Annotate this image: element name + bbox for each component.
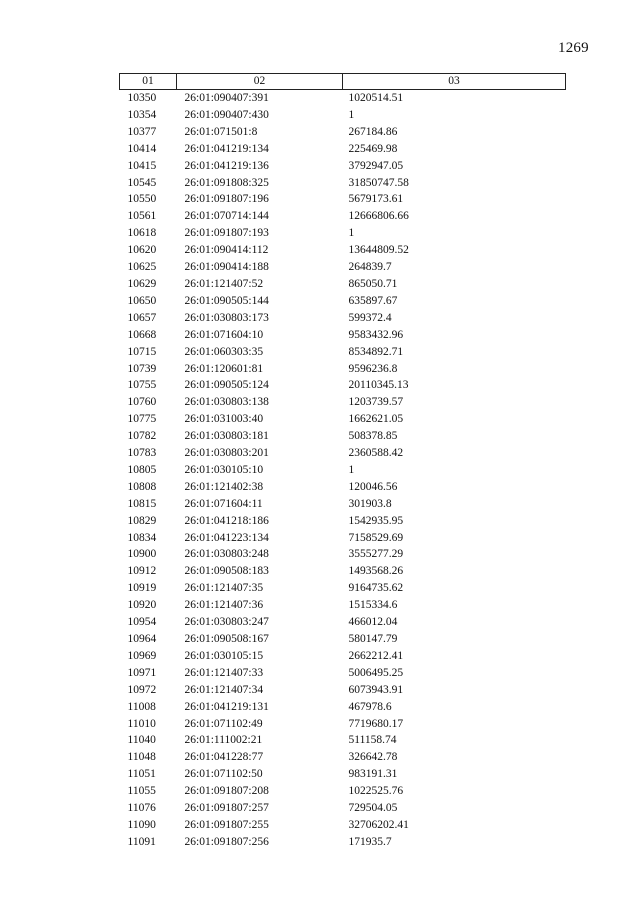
table-cell-col-01: 10969 (127, 649, 157, 662)
table-cell-col-03: 1493568.26 (348, 565, 404, 578)
table-cell-col-02: 26:01:030803:173 (184, 311, 269, 324)
table-cell-col-03: 3792947.05 (348, 159, 404, 172)
table-row (120, 749, 566, 766)
table-cell-col-03: 171935.7 (348, 835, 392, 848)
table-cell-col-02: 26:01:091807:193 (184, 227, 269, 240)
table-row (120, 361, 566, 378)
table-row (120, 513, 566, 530)
table-cell-col-02: 26:01:091808:325 (184, 176, 269, 189)
table-row (120, 225, 566, 242)
table-row (120, 141, 566, 158)
table-row (120, 783, 566, 800)
table-cell-col-02: 26:01:041219:136 (184, 159, 269, 172)
table-row (120, 377, 566, 394)
table-row (120, 445, 566, 462)
table-row (120, 124, 566, 141)
table-cell-col-03: 12666806.66 (348, 210, 409, 223)
table-cell-col-03: 508378.85 (348, 430, 398, 443)
table-cell-col-03: 267184.86 (348, 125, 398, 138)
table-cell-col-02: 26:01:111002:21 (184, 734, 263, 747)
table-cell-col-01: 10620 (127, 244, 157, 257)
table-cell-col-02: 26:01:041219:134 (184, 142, 269, 155)
table-cell-col-01: 10650 (127, 294, 157, 307)
column-header-03: 03 (343, 74, 566, 90)
table-cell-col-01: 11091 (127, 835, 156, 848)
table-row (120, 310, 566, 327)
table-cell-col-03: 466012.04 (348, 616, 398, 629)
table-cell-col-02: 26:01:090407:430 (184, 108, 269, 121)
table-row (120, 107, 566, 124)
table-cell-col-01: 10354 (127, 108, 157, 121)
table-cell-col-01: 10739 (127, 362, 157, 375)
table-cell-col-03: 32706202.41 (348, 818, 409, 831)
table-cell-col-02: 26:01:121407:36 (184, 599, 264, 612)
table-cell-col-01: 10808 (127, 480, 157, 493)
table-row (120, 546, 566, 563)
table-cell-col-01: 10415 (127, 159, 157, 172)
table-cell-col-02: 26:01:071604:10 (184, 328, 264, 341)
table-cell-col-01: 10545 (127, 176, 157, 189)
table-row (120, 732, 566, 749)
table-row (120, 242, 566, 259)
table-cell-col-01: 10815 (127, 497, 157, 510)
table-cell-col-03: 31850747.58 (348, 176, 409, 189)
table-header-row (120, 74, 566, 90)
table-row (120, 90, 566, 107)
table-cell-col-01: 10350 (127, 92, 157, 104)
table-cell-col-03: 8534892.71 (348, 345, 404, 358)
table-body (120, 90, 566, 851)
table-cell-col-03: 5679173.61 (348, 193, 404, 206)
table-cell-col-01: 10629 (127, 277, 157, 290)
table-cell-col-01: 10760 (127, 396, 157, 409)
table-cell-col-01: 10561 (127, 210, 157, 223)
table-cell-col-01: 10657 (127, 311, 157, 324)
table-cell-col-03: 2360588.42 (348, 447, 404, 460)
table-row (120, 665, 566, 682)
table-cell-col-03: 599372.4 (348, 311, 392, 324)
table-cell-col-03: 511158.74 (348, 734, 397, 747)
table-cell-col-02: 26:01:121407:33 (184, 666, 264, 679)
table-cell-col-01: 10971 (127, 666, 157, 679)
table-cell-col-02: 26:01:030803:248 (184, 548, 269, 561)
table-row (120, 462, 566, 479)
table-cell-col-03: 264839.7 (348, 261, 392, 274)
table-cell-col-03: 326642.78 (348, 751, 398, 764)
table-cell-col-03: 9583432.96 (348, 328, 404, 341)
table-cell-col-01: 10912 (127, 565, 157, 578)
table-cell-col-02: 26:01:090414:188 (184, 261, 269, 274)
table-row (120, 293, 566, 310)
table-cell-col-02: 26:01:090508:183 (184, 565, 269, 578)
table-cell-col-01: 10783 (127, 447, 157, 460)
table-cell-col-02: 26:01:120601:81 (184, 362, 264, 375)
table-cell-col-03: 5006495.25 (348, 666, 404, 679)
table-row (120, 716, 566, 733)
table-cell-col-02: 26:01:030105:10 (184, 463, 264, 476)
table-cell-col-01: 10829 (127, 514, 157, 527)
table-cell-col-03: 120046.56 (348, 480, 398, 493)
table-row (120, 631, 566, 648)
table-cell-col-03: 1022525.76 (348, 785, 404, 798)
table-row (120, 699, 566, 716)
table-header (120, 74, 566, 90)
table-cell-col-03: 1 (348, 227, 355, 240)
table-cell-col-03: 1203739.57 (348, 396, 404, 409)
table-cell-col-01: 10550 (127, 193, 157, 206)
table-row (120, 614, 566, 631)
table-cell-col-03: 3555277.29 (348, 548, 404, 561)
table-cell-col-03: 7719680.17 (348, 717, 404, 730)
table-cell-col-02: 26:01:091807:208 (184, 785, 269, 798)
table-cell-col-02: 26:01:071102:49 (184, 717, 263, 730)
column-header-01: 01 (120, 74, 177, 90)
table-cell-col-02: 26:01:071604:11 (184, 497, 263, 510)
table-row (120, 834, 566, 851)
table-row (120, 208, 566, 225)
table-row (120, 530, 566, 547)
table-cell-col-02: 26:01:121407:34 (184, 683, 264, 696)
table-cell-col-02: 26:01:121402:38 (184, 480, 264, 493)
table-cell-col-02: 26:01:091807:256 (184, 835, 269, 848)
table-cell-col-03: 1515334.6 (348, 599, 398, 612)
table-cell-col-03: 20110345.13 (348, 379, 409, 392)
table-cell-col-03: 7158529.69 (348, 531, 404, 544)
table-cell-col-01: 11090 (127, 818, 156, 831)
table-row (120, 496, 566, 513)
table-cell-col-01: 10900 (127, 548, 157, 561)
table-row (120, 479, 566, 496)
table-cell-col-03: 13644809.52 (348, 244, 409, 257)
table-cell-col-03: 1020514.51 (348, 92, 404, 104)
table-cell-col-02: 26:01:030105:15 (184, 649, 264, 662)
table-cell-col-03: 225469.98 (348, 142, 398, 155)
table-cell-col-02: 26:01:091807:255 (184, 818, 269, 831)
table-cell-col-02: 26:01:070714:144 (184, 210, 269, 223)
table-cell-col-03: 9596236.8 (348, 362, 398, 375)
table-cell-col-02: 26:01:030803:201 (184, 447, 269, 460)
table-row (120, 259, 566, 276)
table-cell-col-02: 26:01:030803:138 (184, 396, 269, 409)
table-cell-col-03: 467978.6 (348, 700, 392, 713)
table-cell-col-03: 1 (348, 108, 355, 121)
table-cell-col-01: 10920 (127, 599, 157, 612)
table-row (120, 597, 566, 614)
table-cell-col-02: 26:01:091807:257 (184, 802, 269, 815)
table-cell-col-02: 26:01:030803:181 (184, 430, 269, 443)
table-cell-col-03: 9164735.62 (348, 582, 404, 595)
table-cell-col-02: 26:01:091807:196 (184, 193, 269, 206)
table-cell-col-02: 26:01:041219:131 (184, 700, 269, 713)
table-cell-col-01: 10755 (127, 379, 157, 392)
table-cell-col-02: 26:01:121407:35 (184, 582, 264, 595)
table-cell-col-01: 10618 (127, 227, 157, 240)
table-row (120, 175, 566, 192)
table-cell-col-01: 10834 (127, 531, 157, 544)
table-cell-col-01: 10414 (127, 142, 157, 155)
table-cell-col-02: 26:01:071501:8 (184, 125, 258, 138)
table-cell-col-02: 26:01:041228:77 (184, 751, 264, 764)
table-cell-col-03: 635897.67 (348, 294, 398, 307)
table-cell-col-01: 10964 (127, 633, 157, 645)
table-cell-col-02: 26:01:090407:391 (184, 92, 269, 104)
table-cell-col-03: 2662212.41 (348, 649, 404, 662)
table-row (120, 817, 566, 834)
table-cell-col-03: 6073943.91 (348, 683, 404, 696)
table-cell-col-01: 11008 (127, 700, 156, 713)
table-cell-col-01: 10919 (127, 582, 157, 595)
table-cell-col-01: 11010 (127, 717, 156, 730)
table-row (120, 766, 566, 783)
table-cell-col-02: 26:01:041218:186 (184, 514, 269, 527)
table-row (120, 580, 566, 597)
page-number: 1269 (558, 40, 589, 56)
table-cell-col-03: 301903.8 (348, 497, 392, 510)
table-cell-col-03: 1542935.95 (348, 514, 404, 527)
table-cell-col-03: 1 (348, 463, 355, 476)
table-cell-col-03: 729504.05 (348, 802, 398, 815)
table-cell-col-02: 26:01:090414:112 (184, 244, 269, 257)
table-cell-col-01: 11076 (127, 802, 156, 815)
data-table (119, 73, 566, 851)
table-cell-col-01: 11055 (127, 785, 156, 798)
table-row (120, 344, 566, 361)
table-cell-col-01: 10972 (127, 683, 157, 696)
table-row (120, 411, 566, 428)
table-cell-col-03: 865050.71 (348, 277, 398, 290)
table-cell-col-01: 10715 (127, 345, 157, 358)
table-cell-col-01: 10625 (127, 261, 157, 274)
table-row (120, 394, 566, 411)
table-cell-col-03: 580147.79 (348, 633, 398, 645)
table-row (120, 800, 566, 817)
table-cell-col-01: 10775 (127, 413, 157, 426)
table-cell-col-03: 1662621.05 (348, 413, 404, 426)
table-cell-col-03: 983191.31 (348, 768, 398, 781)
table-row (120, 191, 566, 208)
table-cell-col-02: 26:01:030803:247 (184, 616, 269, 629)
table-cell-col-02: 26:01:071102:50 (184, 768, 263, 781)
table-cell-col-01: 11040 (127, 734, 156, 747)
table-cell-col-02: 26:01:090505:124 (184, 379, 269, 392)
table-cell-col-02: 26:01:121407:52 (184, 277, 264, 290)
table-cell-col-02: 26:01:041223:134 (184, 531, 269, 544)
table-cell-col-01: 10782 (127, 430, 157, 443)
column-header-02: 02 (177, 74, 343, 90)
table-cell-col-01: 11051 (127, 768, 156, 781)
table-cell-col-02: 26:01:090505:144 (184, 294, 269, 307)
table-cell-col-01: 10668 (127, 328, 157, 341)
table-row (120, 327, 566, 344)
table-cell-col-02: 26:01:090508:167 (184, 633, 269, 645)
table-cell-col-02: 26:01:060303:35 (184, 345, 264, 358)
table-row (120, 648, 566, 665)
table-cell-col-02: 26:01:031003:40 (184, 413, 264, 426)
table-row (120, 158, 566, 175)
table-row (120, 682, 566, 699)
table-cell-col-01: 10954 (127, 616, 157, 629)
table-row (120, 563, 566, 580)
table-row (120, 428, 566, 445)
table-cell-col-01: 10377 (127, 125, 157, 138)
table-cell-col-01: 11048 (127, 751, 156, 764)
table-cell-col-01: 10805 (127, 463, 157, 476)
table-row (120, 276, 566, 293)
